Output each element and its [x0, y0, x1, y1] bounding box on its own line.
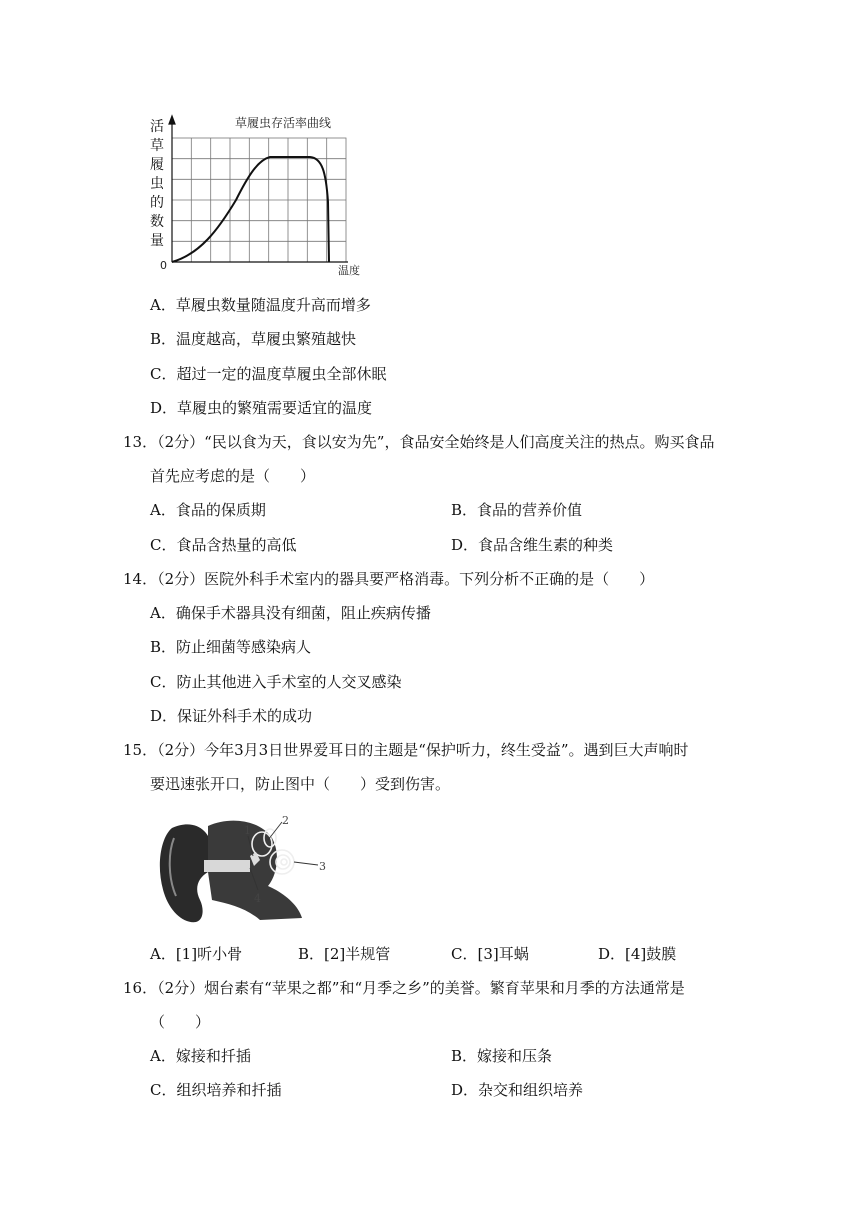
q16-option-c: C．组织培养和扦插 [150, 1081, 282, 1099]
ear-diagram [150, 808, 330, 930]
q14-option-a: A．确保手术器具没有细菌，阻止疾病传播 [150, 604, 431, 622]
chart-title: 草履虫存活率曲线 [235, 116, 332, 130]
ear-canal [204, 860, 250, 872]
q15-stem-line1: 15．（2分）今年3月3日世界爱耳日的主题是“保护听力，终生受益”。遇到巨大声响时 [123, 741, 689, 759]
q15-option-a: A．[1]听小骨 [150, 945, 243, 963]
ear-structure-figure [150, 808, 330, 930]
ear-pinna [160, 824, 212, 922]
q15-option-d: D．[4]鼓膜 [598, 945, 677, 963]
q16-option-d: D．杂交和组织培养 [451, 1081, 584, 1099]
q15-option-c: C．[3]耳蜗 [451, 945, 529, 963]
q14-option-c: C．防止其他进入手术室的人交叉感染 [150, 673, 402, 691]
ear-label-2: 2 [282, 814, 289, 827]
q12-option-c: C．超过一定的温度草履虫全部休眠 [150, 365, 387, 383]
chart-ylabel-char: 虫 [150, 176, 164, 192]
q14-option-b: B．防止细菌等感染病人 [150, 638, 312, 656]
q13-option-b: B．食品的营养价值 [451, 501, 583, 519]
survival-curve-line [172, 157, 329, 262]
chart-ylabel-char: 草 [150, 138, 164, 154]
q14-stem-line1: 14．（2分）医院外科手术室内的器具要严格消毒。下列分析不正确的是（ ） [123, 570, 655, 588]
chart-ylabel-char: 量 [150, 233, 164, 249]
q13-option-a: A．食品的保质期 [150, 501, 266, 519]
q16-stem-line2: （ ） [150, 1013, 211, 1031]
q16-stem-line1: 16．（2分）烟台素有“苹果之都”和“月季之乡”的美誉。繁育苹果和月季的方法通常是 [123, 979, 685, 997]
q16-option-b: B．嫁接和压条 [451, 1047, 553, 1065]
q16-option-a: A．嫁接和扦插 [150, 1047, 251, 1065]
chart-ylabel-char: 履 [150, 157, 164, 173]
chart-xlabel: 温度 [338, 264, 360, 277]
chart-origin-label: 0 [160, 259, 167, 272]
q13-option-c: C．食品含热量的高低 [150, 536, 297, 554]
q13-stem-line2: 首先应考虑的是（ ） [150, 467, 316, 485]
q15-option-b: B．[2]半规管 [298, 945, 391, 963]
q13-option-d: D．食品含维生素的种类 [451, 536, 614, 554]
q12-option-d: D．草履虫的繁殖需要适宜的温度 [150, 399, 373, 417]
chart-ylabel-char: 活 [150, 119, 164, 135]
q15-stem-line2: 要迅速张开口，防止图中（ ）受到伤害。 [150, 775, 451, 793]
q13-stem-line1: 13．（2分）“民以食为天，食以安为先”，食品安全始终是人们高度关注的热点。购买食品 [123, 433, 715, 451]
chart-ylabel-char: 数 [150, 214, 164, 230]
survival-curve-chart [140, 112, 370, 282]
ear-label-3: 3 [319, 860, 326, 873]
q12-option-b: B．温度越高，草履虫繁殖越快 [150, 330, 357, 348]
ear-label-4: 4 [254, 892, 261, 905]
ear-label-1: 1 [244, 824, 251, 837]
survival-curve-figure [140, 112, 370, 282]
q12-option-a: A．草履虫数量随温度升高而增多 [150, 296, 371, 314]
q14-option-d: D．保证外科手术的成功 [150, 707, 313, 725]
chart-grid [172, 138, 346, 262]
chart-ylabel-char: 的 [150, 195, 164, 211]
